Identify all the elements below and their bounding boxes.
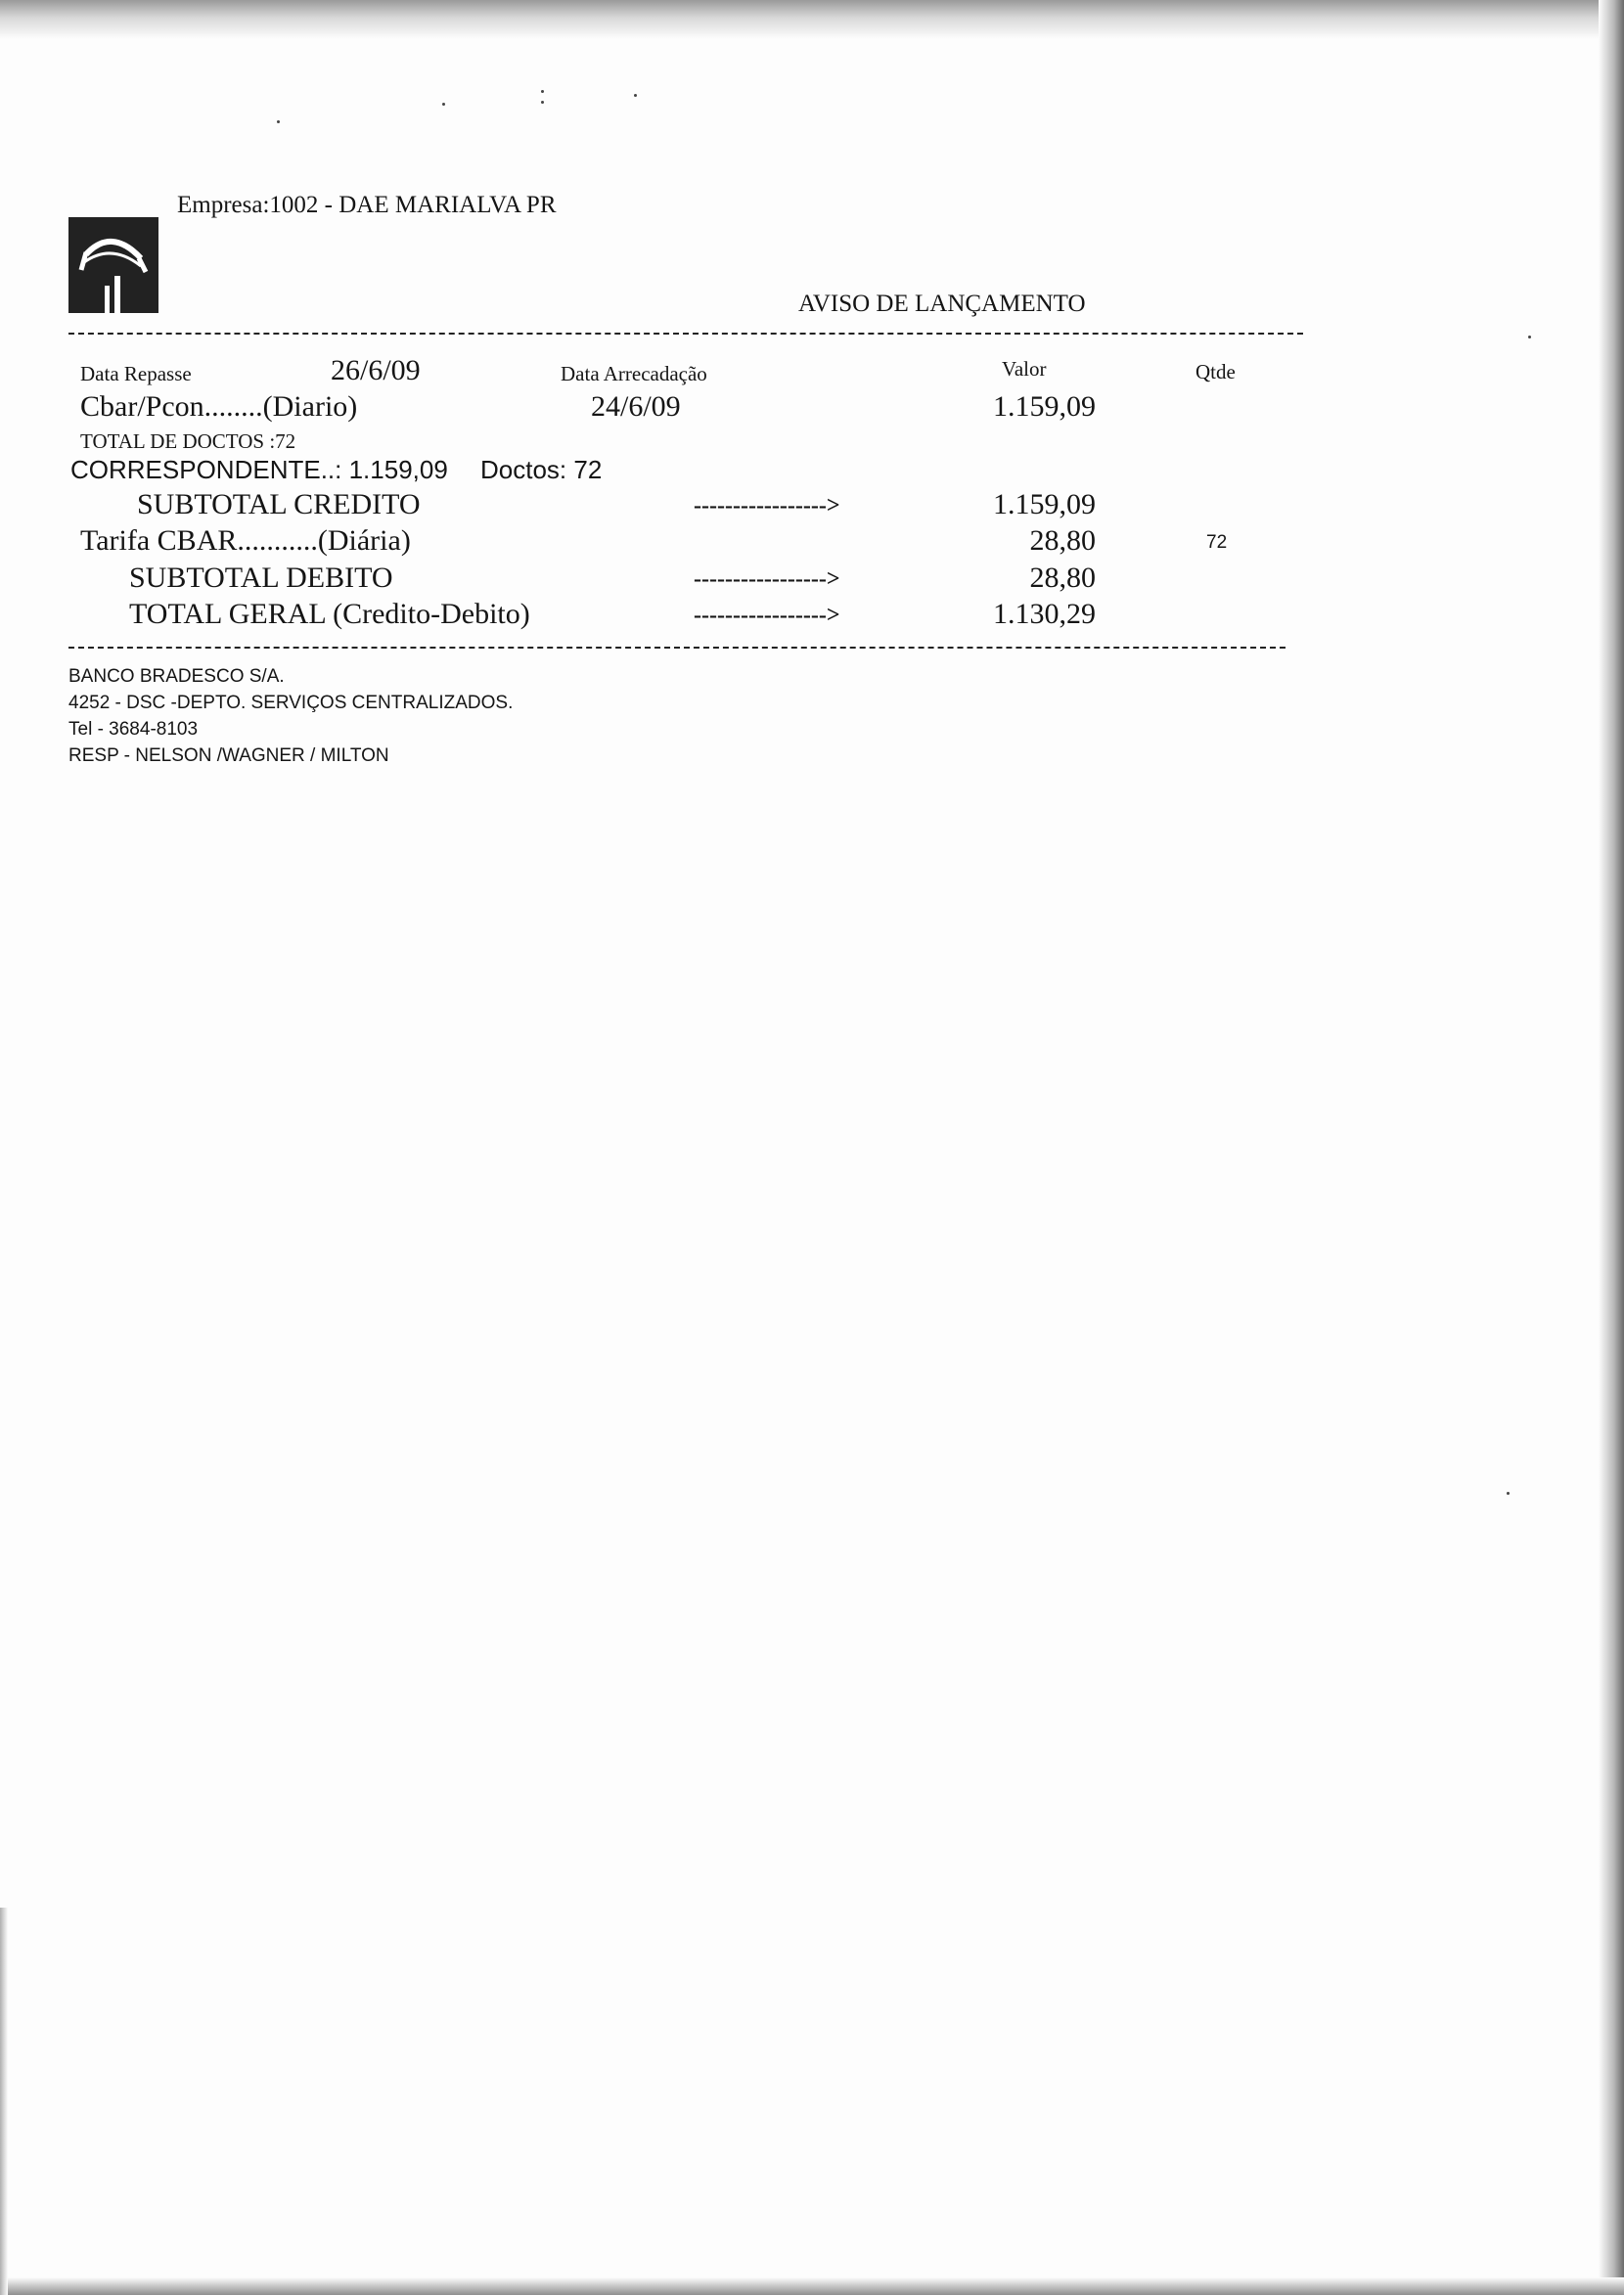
- data-repasse-value: 26/6/09: [331, 354, 421, 386]
- scan-speck: [541, 90, 544, 93]
- footer-department: 4252 - DSC -DEPTO. SERVIÇOS CENTRALIZADOS.: [68, 693, 514, 713]
- subtotal-debito-label: SUBTOTAL DEBITO: [129, 562, 393, 594]
- total-geral-label: TOTAL GERAL (Credito-Debito): [129, 598, 530, 630]
- cbar-label: Cbar/Pcon........(Diario): [80, 390, 358, 423]
- footer-responsible: RESP - NELSON /WAGNER / MILTON: [68, 745, 389, 766]
- total-doctos: TOTAL DE DOCTOS :72: [80, 429, 296, 453]
- valor-label: Valor: [1002, 357, 1047, 381]
- scan-speck: [1507, 1492, 1510, 1495]
- footer-bank-name: BANCO BRADESCO S/A.: [68, 666, 285, 687]
- tarifa-qtde: 72: [1206, 532, 1228, 553]
- subtotal-credito-valor: 1.159,09: [993, 488, 1096, 520]
- cbar-valor: 1.159,09: [993, 390, 1096, 423]
- subtotal-credito-arrow: ----------------->: [694, 493, 840, 518]
- divider-top: [68, 333, 1303, 335]
- data-arrecadacao-label: Data Arrecadação: [561, 362, 707, 385]
- total-geral-valor: 1.130,29: [993, 598, 1096, 630]
- qtde-label: Qtde: [1195, 360, 1236, 383]
- scan-edge-left: [0, 1908, 8, 2295]
- total-geral-arrow: ----------------->: [694, 603, 840, 628]
- tarifa-label: Tarifa CBAR...........(Diária): [80, 524, 411, 557]
- document-title: AVISO DE LANÇAMENTO: [798, 291, 1086, 317]
- tarifa-valor: 28,80: [1029, 524, 1096, 557]
- scan-speck: [442, 103, 445, 106]
- bradesco-logo-icon: [68, 217, 158, 313]
- footer-phone: Tel - 3684-8103: [68, 719, 199, 740]
- scan-edge-top: [0, 0, 1624, 39]
- subtotal-debito-valor: 28,80: [1029, 562, 1096, 594]
- correspondente-line: CORRESPONDENTE..: 1.159,09: [70, 455, 448, 484]
- scan-speck: [277, 120, 280, 123]
- subtotal-debito-arrow: ----------------->: [694, 566, 840, 592]
- scan-speck: [1528, 336, 1531, 338]
- doctos-count: Doctos: 72: [480, 455, 603, 484]
- cbar-date: 24/6/09: [591, 390, 681, 423]
- scan-edge-bottom: [0, 2277, 1624, 2295]
- scan-edge-right: [1599, 0, 1624, 2295]
- scan-speck: [541, 101, 544, 104]
- scan-speck: [634, 94, 637, 97]
- company-header: Empresa:1002 - DAE MARIALVA PR: [177, 192, 557, 218]
- subtotal-credito-label: SUBTOTAL CREDITO: [137, 488, 421, 520]
- divider-bottom: [68, 647, 1286, 649]
- data-repasse-label: Data Repasse: [80, 362, 192, 385]
